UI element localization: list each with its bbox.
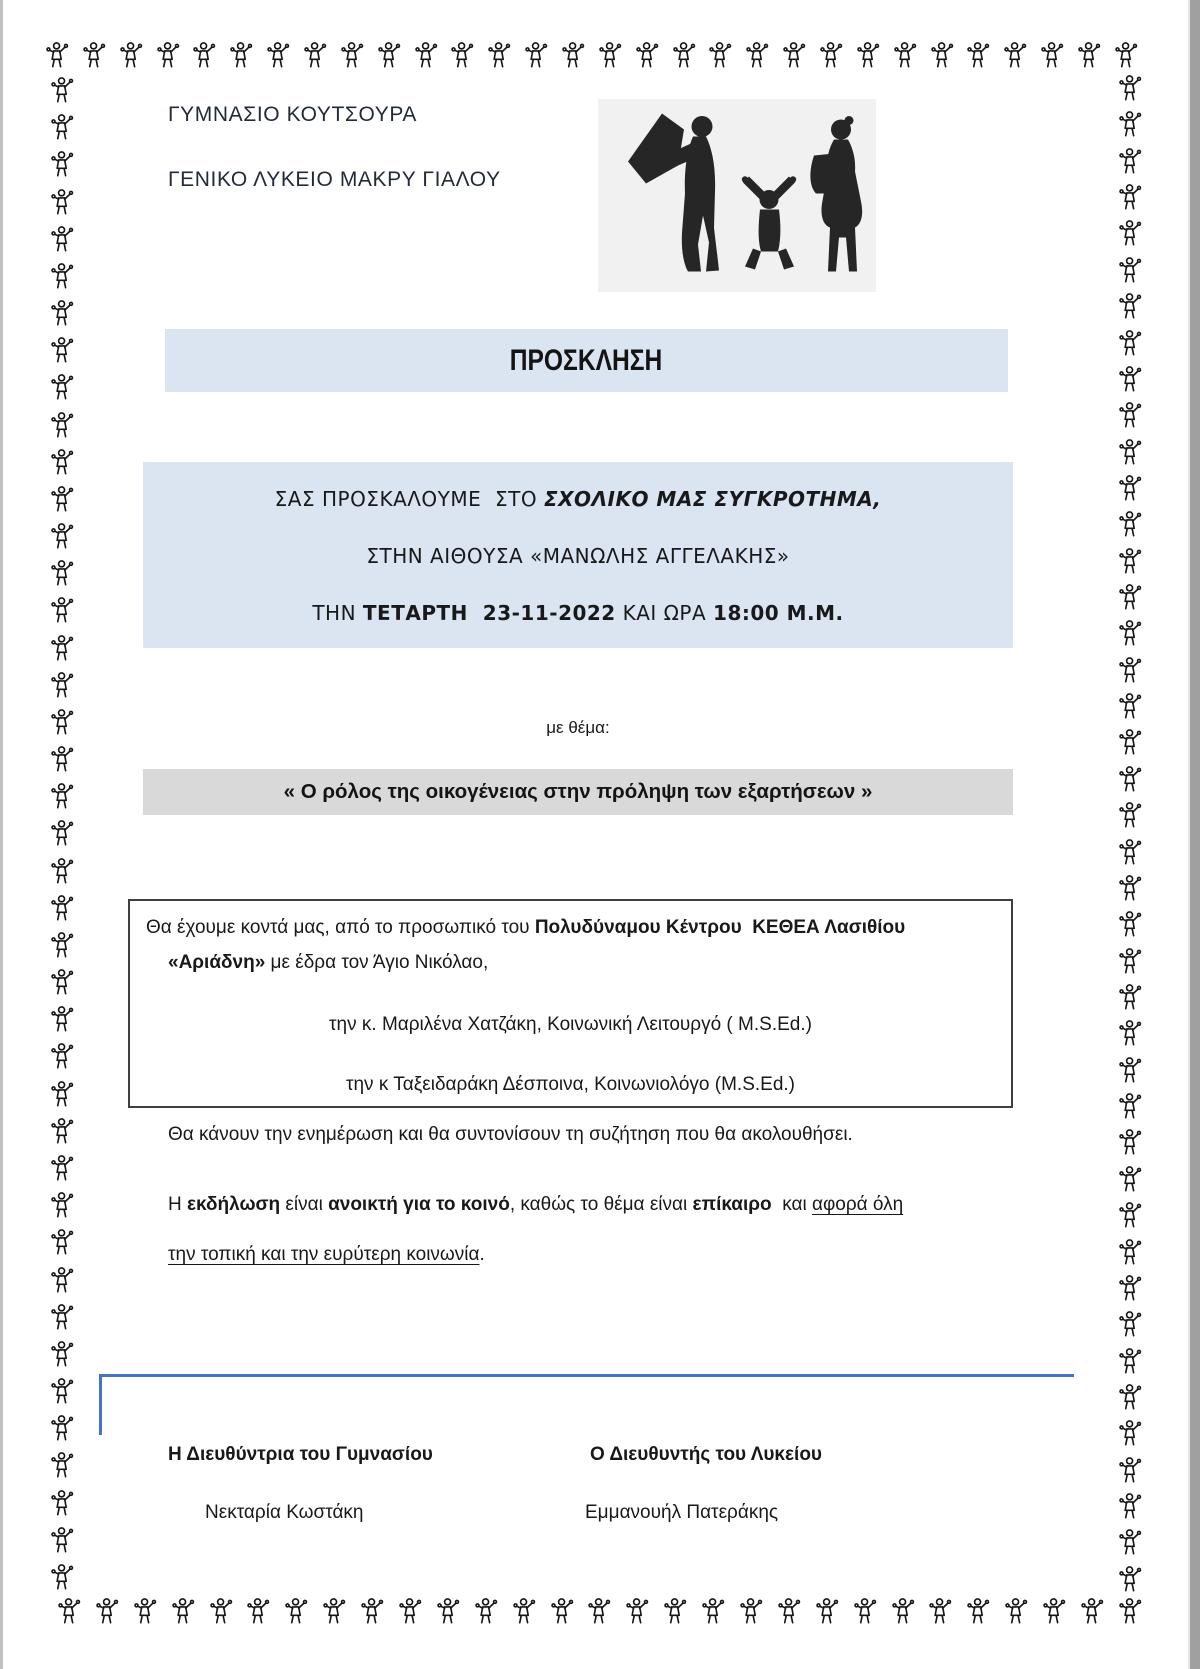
waving-person-icon (230, 41, 255, 70)
waving-person-icon (1119, 765, 1144, 794)
waving-person-icon (51, 1526, 76, 1555)
waving-person-icon (51, 373, 76, 402)
waving-person-icon (51, 819, 76, 848)
waving-person-icon (551, 1597, 576, 1626)
waving-person-icon (967, 41, 992, 70)
invitation-title-banner (165, 329, 1008, 392)
waving-person-icon (1119, 401, 1144, 430)
waving-person-icon (1119, 1092, 1144, 1121)
waving-person-icon (702, 1597, 727, 1626)
waving-person-icon (1119, 947, 1144, 976)
waving-person-icon (1041, 41, 1066, 70)
speakers-intro-line-2: «Αριάδνη» με έδρα τον Άγιο Νικόλαο, (168, 952, 489, 973)
waving-person-icon (51, 1042, 76, 1071)
waving-person-icon (378, 41, 403, 70)
waving-person-icon (1119, 1456, 1144, 1485)
waving-person-icon (740, 1597, 765, 1626)
waving-person-icon (664, 1597, 689, 1626)
speaker-2: την κ Ταξειδαράκη Δέσποινα, Κοινωνιολόγο (M.S.Ed.) (345, 1074, 796, 1095)
signature-left-name: Νεκταρία Κωστάκη (205, 1502, 364, 1523)
waving-person-icon (51, 411, 76, 440)
waving-person-icon (51, 76, 76, 105)
waving-person-icon (1119, 147, 1144, 176)
waving-person-icon (1119, 728, 1144, 757)
page-left-edge (0, 0, 3, 1669)
border-frame-bottom (58, 1596, 1144, 1626)
waving-person-icon (475, 1597, 500, 1626)
waving-person-icon (673, 41, 698, 70)
waving-person-icon (51, 1563, 76, 1592)
waving-person-icon (588, 1597, 613, 1626)
waving-person-icon (1119, 110, 1144, 139)
waving-person-icon (51, 968, 76, 997)
waving-person-icon (1119, 74, 1144, 103)
waving-person-icon (51, 485, 76, 514)
family-silhouette-image (598, 99, 876, 292)
waving-person-icon (134, 1597, 159, 1626)
theme-title-banner (143, 769, 1013, 815)
waving-person-icon (120, 41, 145, 70)
waving-person-icon (51, 894, 76, 923)
waving-person-icon (304, 41, 329, 70)
waving-person-icon (51, 113, 76, 142)
waving-person-icon (1119, 910, 1144, 939)
waving-person-icon (1119, 1383, 1144, 1412)
waving-person-icon (562, 41, 587, 70)
waving-person-icon (51, 1414, 76, 1443)
waving-person-icon (513, 1597, 538, 1626)
waving-person-icon (1119, 801, 1144, 830)
waving-person-icon (51, 1451, 76, 1480)
waving-person-icon (636, 41, 661, 70)
waving-person-icon (210, 1597, 235, 1626)
waving-person-icon (51, 931, 76, 960)
waving-person-icon (967, 1597, 992, 1626)
signature-right-title: Ο Διευθυντής του Λυκείου (590, 1444, 822, 1465)
signature-right-name: Εμμανουήλ Πατεράκης (585, 1502, 779, 1523)
waving-person-icon (746, 41, 771, 70)
waving-person-icon (626, 1597, 651, 1626)
waving-person-icon (783, 41, 808, 70)
waving-person-icon (51, 634, 76, 663)
waving-person-icon (51, 1191, 76, 1220)
waving-person-icon (247, 1597, 272, 1626)
waving-person-icon (1119, 1347, 1144, 1376)
waving-person-icon (1119, 1419, 1144, 1448)
theme-title: « Ο ρόλος της οικογένειας στην πρόληψη των εξαρτήσεων » (283, 780, 873, 803)
waving-person-icon (51, 708, 76, 737)
waving-person-icon (525, 41, 550, 70)
family-silhouette-clipart (598, 99, 876, 292)
waving-person-icon (46, 41, 71, 70)
waving-person-icon (1119, 256, 1144, 285)
speakers-box (128, 899, 1013, 1108)
waving-person-icon (1119, 547, 1144, 576)
signature-table-border (99, 1374, 1074, 1435)
border-frame-top (46, 40, 1140, 70)
waving-person-icon (1119, 619, 1144, 648)
waving-person-icon (1119, 1201, 1144, 1230)
waving-person-icon (51, 188, 76, 217)
waving-person-icon (96, 1597, 121, 1626)
waving-person-icon (1119, 1528, 1144, 1557)
waving-person-icon (193, 41, 218, 70)
waving-person-icon (437, 1597, 462, 1626)
waving-person-icon (157, 41, 182, 70)
waving-person-icon (51, 1228, 76, 1257)
waving-person-icon (709, 41, 734, 70)
waving-person-icon (1119, 1565, 1144, 1594)
waving-person-icon (51, 1117, 76, 1146)
waving-person-icon (1081, 1597, 1106, 1626)
invitation-details-block (143, 462, 1013, 648)
waving-person-icon (1119, 292, 1144, 321)
waving-person-icon (931, 41, 956, 70)
waving-person-icon (51, 596, 76, 625)
invite-line-2: ΣΤΗΝ ΑΙΘΟΥΣΑ «ΜΑΝΩΛΗΣ ΑΓΓΕΛΑΚΗΣ» (366, 544, 790, 568)
waving-person-icon (285, 1597, 310, 1626)
waving-person-icon (1119, 838, 1144, 867)
waving-person-icon (361, 1597, 386, 1626)
waving-person-icon (51, 1377, 76, 1406)
waving-person-icon (488, 41, 513, 70)
waving-person-icon (51, 448, 76, 477)
speakers-intro-line-1: Θα έχουμε κοντά μας, από το προσωπικό του Πολυδύναμου Κέντρου ΚΕΘΕΑ Λασιθίου (146, 917, 906, 938)
waving-person-icon (1119, 1165, 1144, 1194)
waving-person-icon (1004, 41, 1029, 70)
waving-person-icon (820, 41, 845, 70)
closing-paragraph-1: Θα κάνουν την ενημέρωση και θα συντονίσουν τη συζήτηση που θα ακολουθήσει. (168, 1124, 853, 1145)
waving-person-icon (51, 1005, 76, 1034)
waving-person-icon (1078, 41, 1103, 70)
school-name-gymnasio: ΓΥΜΝΑΣΙΟ ΚΟΥΤΣΟΥΡΑ (168, 103, 417, 126)
waving-person-icon (51, 1340, 76, 1369)
waving-person-icon (1119, 583, 1144, 612)
border-frame-left (48, 76, 78, 1592)
waving-person-icon (51, 225, 76, 254)
waving-person-icon (51, 1303, 76, 1332)
waving-person-icon (323, 1597, 348, 1626)
waving-person-icon (58, 1597, 83, 1626)
waving-person-icon (1119, 1597, 1144, 1626)
waving-person-icon (51, 857, 76, 886)
waving-person-icon (1043, 1597, 1068, 1626)
waving-person-icon (1119, 1128, 1144, 1157)
waving-person-icon (894, 41, 919, 70)
waving-person-icon (1119, 1274, 1144, 1303)
waving-person-icon (854, 1597, 879, 1626)
waving-person-icon (892, 1597, 917, 1626)
waving-person-icon (599, 41, 624, 70)
border-frame-right (1116, 74, 1146, 1594)
signature-left-title: Η Διευθύντρια του Γυμνασίου (168, 1444, 433, 1465)
waving-person-icon (816, 1597, 841, 1626)
waving-person-icon (1119, 219, 1144, 248)
waving-person-icon (51, 262, 76, 291)
page-right-edge-strip (1188, 0, 1200, 1669)
waving-person-icon (51, 782, 76, 811)
waving-person-icon (51, 559, 76, 588)
waving-person-icon (1119, 1492, 1144, 1521)
waving-person-icon (415, 41, 440, 70)
waving-person-icon (1119, 874, 1144, 903)
waving-person-icon (341, 41, 366, 70)
waving-person-icon (1119, 510, 1144, 539)
waving-person-icon (51, 336, 76, 365)
waving-person-icon (451, 41, 476, 70)
closing-paragraph-2: Η εκδήλωση είναι ανοικτή για το κοινό, καθώς το θέμα είναι επίκαιρο και αφορά όλη την τοπική και την ευρύτερη κοινωνία. (168, 1194, 904, 1265)
waving-person-icon (267, 41, 292, 70)
waving-person-icon (51, 1080, 76, 1109)
school-name-lykeio: ΓΕΝΙΚΟ ΛΥΚΕΙΟ ΜΑΚΡΥ ΓΙΑΛΟΥ (168, 168, 501, 191)
waving-person-icon (51, 1489, 76, 1518)
waving-person-icon (51, 1154, 76, 1183)
waving-person-icon (1115, 41, 1140, 70)
waving-person-icon (857, 41, 882, 70)
waving-person-icon (51, 1266, 76, 1295)
waving-person-icon (778, 1597, 803, 1626)
theme-label: με θέμα: (546, 718, 610, 737)
invite-line-3: ΤΗΝ ΤΕΤΑΡΤΗ 23-11-2022 ΚΑΙ ΩΡΑ 18:00 Μ.Μ. (312, 601, 844, 625)
waving-person-icon (1119, 1019, 1144, 1048)
waving-person-icon (399, 1597, 424, 1626)
waving-person-icon (929, 1597, 954, 1626)
waving-person-icon (51, 299, 76, 328)
waving-person-icon (51, 745, 76, 774)
waving-person-icon (1119, 983, 1144, 1012)
speaker-1: την κ. Μαριλένα Χατζάκη, Κοινωνική Λειτουργό ( M.S.Ed.) (329, 1014, 812, 1035)
waving-person-icon (51, 671, 76, 700)
waving-person-icon (1119, 692, 1144, 721)
waving-person-icon (51, 522, 76, 551)
waving-person-icon (1005, 1597, 1030, 1626)
waving-person-icon (172, 1597, 197, 1626)
invite-line-1: ΣΑΣ ΠΡΟΣΚΑΛΟΥΜΕ ΣΤΟ ΣΧΟΛΙΚΟ ΜΑΣ ΣΥΓΚΡΟΤΗΜΑ, (274, 487, 882, 511)
waving-person-icon (1119, 365, 1144, 394)
waving-person-icon (83, 41, 108, 70)
waving-person-icon (1119, 329, 1144, 358)
waving-person-icon (1119, 474, 1144, 503)
waving-person-icon (1119, 1056, 1144, 1085)
waving-person-icon (1119, 656, 1144, 685)
waving-person-icon (1119, 183, 1144, 212)
waving-person-icon (1119, 1238, 1144, 1267)
waving-person-icon (51, 150, 76, 179)
waving-person-icon (1119, 438, 1144, 467)
invitation-title: ΠΡΟΣΚΛΗΣΗ (510, 343, 663, 377)
waving-person-icon (1119, 1310, 1144, 1339)
